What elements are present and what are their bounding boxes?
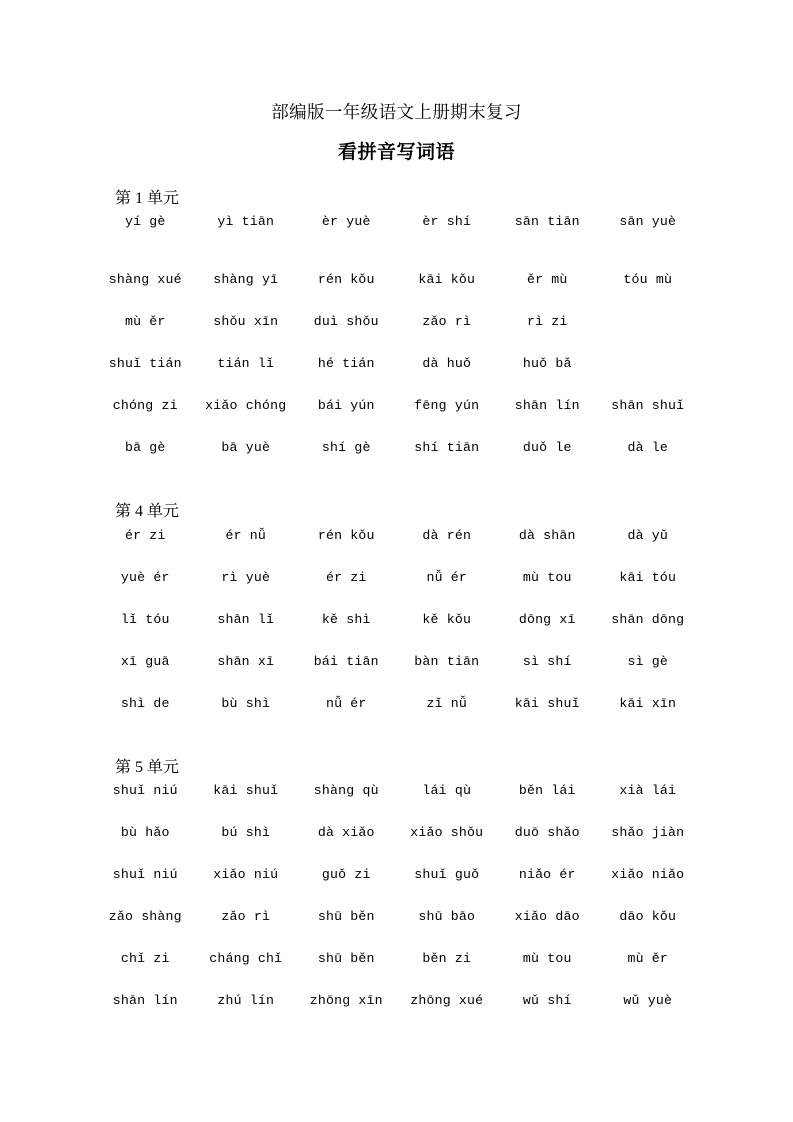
pinyin-cell: èr yuè bbox=[321, 214, 371, 230]
pinyin-cell: xiǎo shǒu bbox=[410, 824, 484, 840]
unit-heading: 第 5 单元 bbox=[115, 758, 180, 776]
pinyin-row bbox=[95, 440, 698, 482]
pinyin-cell: shì de bbox=[120, 695, 170, 711]
pinyin-cell: yuè ér bbox=[120, 569, 170, 585]
pinyin-cell: zhōng xīn bbox=[309, 992, 383, 1008]
pinyin-cell: shū běn bbox=[317, 908, 375, 924]
unit-heading: 第 4 单元 bbox=[115, 503, 180, 521]
pinyin-row bbox=[95, 612, 698, 654]
pinyin-cell: sān tiān bbox=[514, 214, 580, 230]
pinyin-cell: xī guā bbox=[120, 653, 170, 669]
pinyin-cell: dà xiǎo bbox=[317, 824, 375, 840]
pinyin-cell: dà yǔ bbox=[627, 527, 669, 543]
pinyin-cell: mù tou bbox=[522, 950, 572, 966]
units-container bbox=[95, 187, 698, 1035]
pinyin-row bbox=[95, 314, 698, 356]
pinyin-cell: sān yuè bbox=[619, 214, 677, 230]
pinyin-cell: bā gè bbox=[124, 440, 166, 456]
pinyin-cell: shàng xué bbox=[108, 272, 182, 288]
pinyin-cell: mù ěr bbox=[124, 314, 166, 330]
pinyin-row bbox=[95, 214, 698, 272]
pinyin-cell: rì yuè bbox=[221, 569, 271, 585]
pinyin-cell: shàng qù bbox=[313, 782, 379, 798]
pinyin-cell: běn lái bbox=[518, 782, 576, 798]
pinyin-cell: shān xī bbox=[217, 653, 275, 669]
pinyin-rows bbox=[95, 528, 698, 738]
pinyin-cell: běn zi bbox=[422, 950, 472, 966]
pinyin-cell: rì zi bbox=[526, 314, 568, 330]
pinyin-cell: kāi shuǐ bbox=[514, 695, 580, 711]
pinyin-cell: duǒ le bbox=[522, 440, 572, 456]
page-subtitle: 看拼音写词语 bbox=[337, 141, 455, 163]
pinyin-rows bbox=[95, 783, 698, 1035]
pinyin-cell: wǔ yuè bbox=[623, 992, 673, 1008]
pinyin-cell: lái qù bbox=[422, 782, 472, 798]
pinyin-row bbox=[95, 993, 698, 1035]
pinyin-cell: bàn tiān bbox=[414, 653, 480, 669]
pinyin-row bbox=[95, 783, 698, 825]
pinyin-cell: chǐ zi bbox=[120, 950, 170, 966]
pinyin-row bbox=[95, 909, 698, 951]
pinyin-cell: ér zi bbox=[124, 527, 166, 543]
pinyin-cell: dōng xī bbox=[518, 611, 576, 627]
pinyin-row bbox=[95, 867, 698, 909]
pinyin-cell: xiǎo dāo bbox=[514, 908, 580, 924]
pinyin-cell: shū bāo bbox=[418, 908, 476, 924]
pinyin-row bbox=[95, 654, 698, 696]
pinyin-cell: tóu mù bbox=[623, 272, 673, 288]
pinyin-cell: zhōng xué bbox=[410, 992, 484, 1008]
pinyin-cell: xiǎo niú bbox=[213, 866, 279, 882]
pinyin-row bbox=[95, 570, 698, 612]
pinyin-cell: shān lǐ bbox=[217, 611, 275, 627]
pinyin-cell: èr shí bbox=[422, 214, 472, 230]
pinyin-cell: rén kǒu bbox=[317, 272, 375, 288]
pinyin-cell: fēng yún bbox=[414, 398, 480, 414]
pinyin-row bbox=[95, 951, 698, 993]
pinyin-cell: shuǐ niú bbox=[112, 782, 178, 798]
pinyin-cell: zhú lín bbox=[217, 992, 275, 1008]
pinyin-row bbox=[95, 272, 698, 314]
pinyin-row bbox=[95, 398, 698, 440]
pinyin-cell: kě kǒu bbox=[422, 611, 472, 627]
pinyin-cell: yí gè bbox=[124, 214, 166, 230]
unit-section bbox=[95, 500, 698, 737]
pinyin-cell: xiǎo niǎo bbox=[611, 866, 685, 882]
pinyin-cell: kāi kǒu bbox=[418, 272, 476, 288]
pinyin-cell: zǎo rì bbox=[422, 314, 472, 330]
pinyin-cell: shān lín bbox=[112, 992, 178, 1008]
pinyin-cell: wǔ shí bbox=[522, 992, 572, 1008]
pinyin-cell: lǐ tóu bbox=[120, 611, 170, 627]
pinyin-cell: zǎo shàng bbox=[108, 908, 182, 924]
unit-section bbox=[95, 187, 698, 482]
pinyin-cell: shuǐ tián bbox=[108, 356, 182, 372]
pinyin-cell: dà huǒ bbox=[422, 356, 472, 372]
pinyin-cell: huǒ bǎ bbox=[522, 356, 572, 372]
pinyin-cell: ěr mù bbox=[526, 272, 568, 288]
pinyin-cell: shān dōng bbox=[611, 611, 685, 627]
pinyin-cell: niǎo ér bbox=[518, 866, 576, 882]
pinyin-cell: shí tiān bbox=[414, 440, 480, 456]
pinyin-cell: duō shǎo bbox=[514, 824, 580, 840]
pinyin-cell: ér zi bbox=[325, 569, 367, 585]
pinyin-cell: bù shì bbox=[221, 695, 271, 711]
pinyin-cell: shí gè bbox=[321, 440, 371, 456]
pinyin-cell: shān lín bbox=[514, 398, 580, 414]
pinyin-cell: dà le bbox=[627, 440, 669, 456]
pinyin-cell: dà shān bbox=[518, 527, 576, 543]
pinyin-cell: xiǎo chóng bbox=[205, 398, 287, 414]
pinyin-cell: shǒu xīn bbox=[213, 314, 279, 330]
pinyin-cell: shū běn bbox=[317, 950, 375, 966]
pinyin-cell: mù ěr bbox=[627, 950, 669, 966]
pinyin-cell: bái tiān bbox=[313, 653, 379, 669]
pinyin-cell: rén kǒu bbox=[317, 527, 375, 543]
unit-section bbox=[95, 756, 698, 1035]
pinyin-cell: zǎo rì bbox=[221, 908, 271, 924]
pinyin-cell: tián lǐ bbox=[217, 356, 275, 372]
pinyin-cell: dāo kǒu bbox=[619, 908, 677, 924]
pinyin-cell: kāi shuǐ bbox=[213, 782, 279, 798]
pinyin-cell: shuǐ niú bbox=[112, 866, 178, 882]
pinyin-cell: nǚ ér bbox=[426, 569, 468, 585]
pinyin-cell: dà rén bbox=[422, 527, 472, 543]
pinyin-cell: chóng zi bbox=[112, 398, 178, 414]
pinyin-cell: bú shì bbox=[221, 824, 271, 840]
pinyin-cell: hé tián bbox=[317, 356, 375, 372]
pinyin-cell: ér nǚ bbox=[225, 527, 267, 543]
pinyin-cell: duì shǒu bbox=[313, 314, 379, 330]
pinyin-cell: shān shuǐ bbox=[611, 398, 685, 414]
pinyin-cell: guǒ zi bbox=[321, 866, 371, 882]
pinyin-row bbox=[95, 696, 698, 738]
pinyin-cell: kāi xīn bbox=[619, 695, 677, 711]
unit-heading: 第 1 单元 bbox=[115, 190, 180, 208]
pinyin-cell: mù tou bbox=[522, 569, 572, 585]
pinyin-row bbox=[95, 528, 698, 570]
pinyin-cell: bā yuè bbox=[221, 440, 271, 456]
pinyin-cell: sì gè bbox=[627, 653, 669, 669]
pinyin-cell: cháng chǐ bbox=[209, 950, 283, 966]
pinyin-cell: sì shí bbox=[522, 653, 572, 669]
pinyin-cell: shǎo jiàn bbox=[611, 824, 685, 840]
pinyin-row bbox=[95, 825, 698, 867]
pinyin-cell: yì tiān bbox=[217, 214, 275, 230]
pinyin-cell: bái yún bbox=[317, 398, 375, 414]
pinyin-cell: shàng yī bbox=[213, 272, 279, 288]
pinyin-rows bbox=[95, 214, 698, 482]
page-title: 部编版一年级语文上册期末复习 bbox=[271, 102, 522, 122]
pinyin-cell: kě shì bbox=[321, 611, 371, 627]
pinyin-cell: xià lái bbox=[619, 782, 677, 798]
pinyin-cell: bù hǎo bbox=[120, 824, 170, 840]
pinyin-cell: kāi tóu bbox=[619, 569, 677, 585]
pinyin-row bbox=[95, 356, 698, 398]
pinyin-cell: shuǐ guǒ bbox=[414, 866, 480, 882]
pinyin-cell: nǚ ér bbox=[325, 695, 367, 711]
pinyin-cell: zǐ nǚ bbox=[426, 695, 468, 711]
